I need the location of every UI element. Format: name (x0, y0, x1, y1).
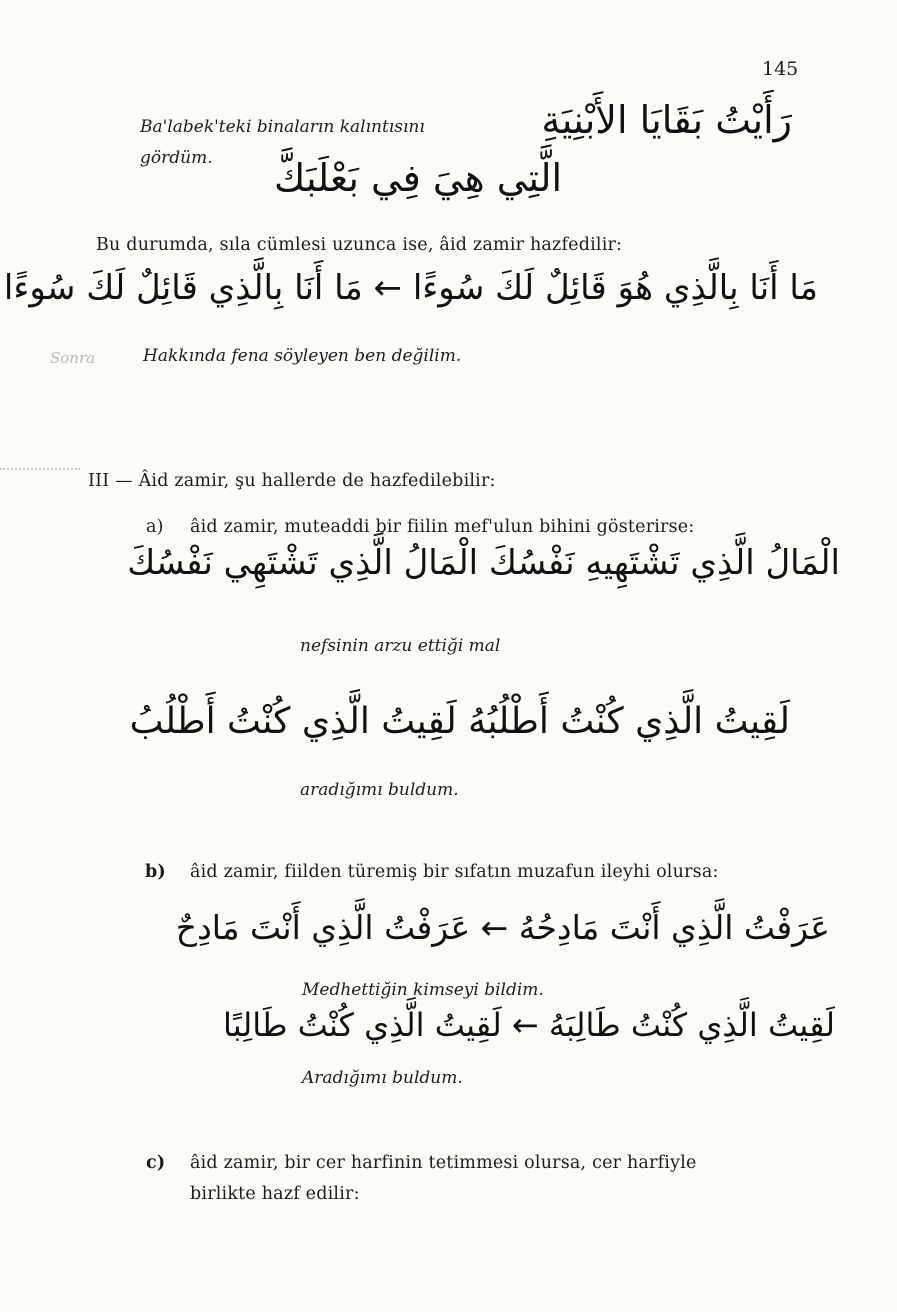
translation-b2: Aradığımı buldum. (302, 1068, 463, 1088)
margin-dots (0, 468, 80, 470)
arabic-example-a1: الْمَالُ الَّذِي تَشْتَهِيهِ نَفْسُكَ الْمَالُ الَّذِي تَشْتَهِي نَفْسُكَ (127, 543, 840, 583)
arabic-example-baalbek-1: رَأَيْتُ بَقَايَا الأَبْنِيَةِ (541, 98, 792, 142)
item-b-marker: b) (145, 862, 166, 882)
item-b-text: âid zamir, fiilden türemiş bir sıfatın muzafun ileyhi olursa: (190, 862, 719, 882)
arabic-example-sila: مَا أَنَا بِالَّذِي هُوَ قَائِلٌ لَكَ سُوءًا ← مَا أَنَا بِالَّذِي قَائِلٌ لَكَ سُوءًا (3, 268, 818, 308)
arabic-example-a2: لَقِيتُ الَّذِي كُنْتُ أَطْلُبُهُ لَقِيتُ الَّذِي كُنْتُ أَطْلُبُ (129, 701, 790, 742)
item-a-marker: a) (146, 517, 164, 537)
item-c-marker: c) (146, 1153, 166, 1173)
translation-baalbek-line1: Ba'labek'teki binaların kalıntısını (140, 117, 425, 137)
rule-intro-long-sila: Bu durumda, sıla cümlesi uzunca ise, âid zamir hazfedilir: (96, 235, 623, 255)
translation-baalbek-line2: gördüm. (140, 148, 213, 168)
section-iii-heading: III — Âid zamir, şu hallerde de hazfedilebilir: (88, 471, 496, 491)
translation-b1: Medhettiğin kimseyi bildim. (302, 980, 544, 1000)
arabic-example-b2: لَقِيتُ الَّذِي كُنْتُ طَالِبَهُ ← لَقِيتُ الَّذِي كُنْتُ طَالِبًا (223, 1006, 835, 1044)
item-a-text: âid zamir, muteaddi bir fiilin mef'ulun bihini gösterirse: (190, 517, 695, 537)
item-c-text-line1: âid zamir, bir cer harfinin tetimmesi olursa, cer harfiyle (190, 1153, 697, 1173)
translation-a1: nefsinin arzu ettiği mal (300, 636, 501, 656)
item-c-text-line2: birlikte hazf edilir: (190, 1184, 360, 1204)
page-number: 145 (762, 58, 799, 80)
faint-margin-note: Sonra (50, 349, 96, 367)
arabic-example-baalbek-2: الَّتِي هِيَ فِي بَعْلَبَكَّ (273, 156, 562, 200)
arabic-example-b1: عَرَفْتُ الَّذِي أَنْتَ مَادِحُهُ ← عَرَفْتُ الَّذِي أَنْتَ مَادِحٌ (175, 908, 830, 947)
translation-sila: Hakkında fena söyleyen ben değilim. (143, 346, 462, 366)
translation-a2: aradığımı buldum. (300, 780, 459, 800)
